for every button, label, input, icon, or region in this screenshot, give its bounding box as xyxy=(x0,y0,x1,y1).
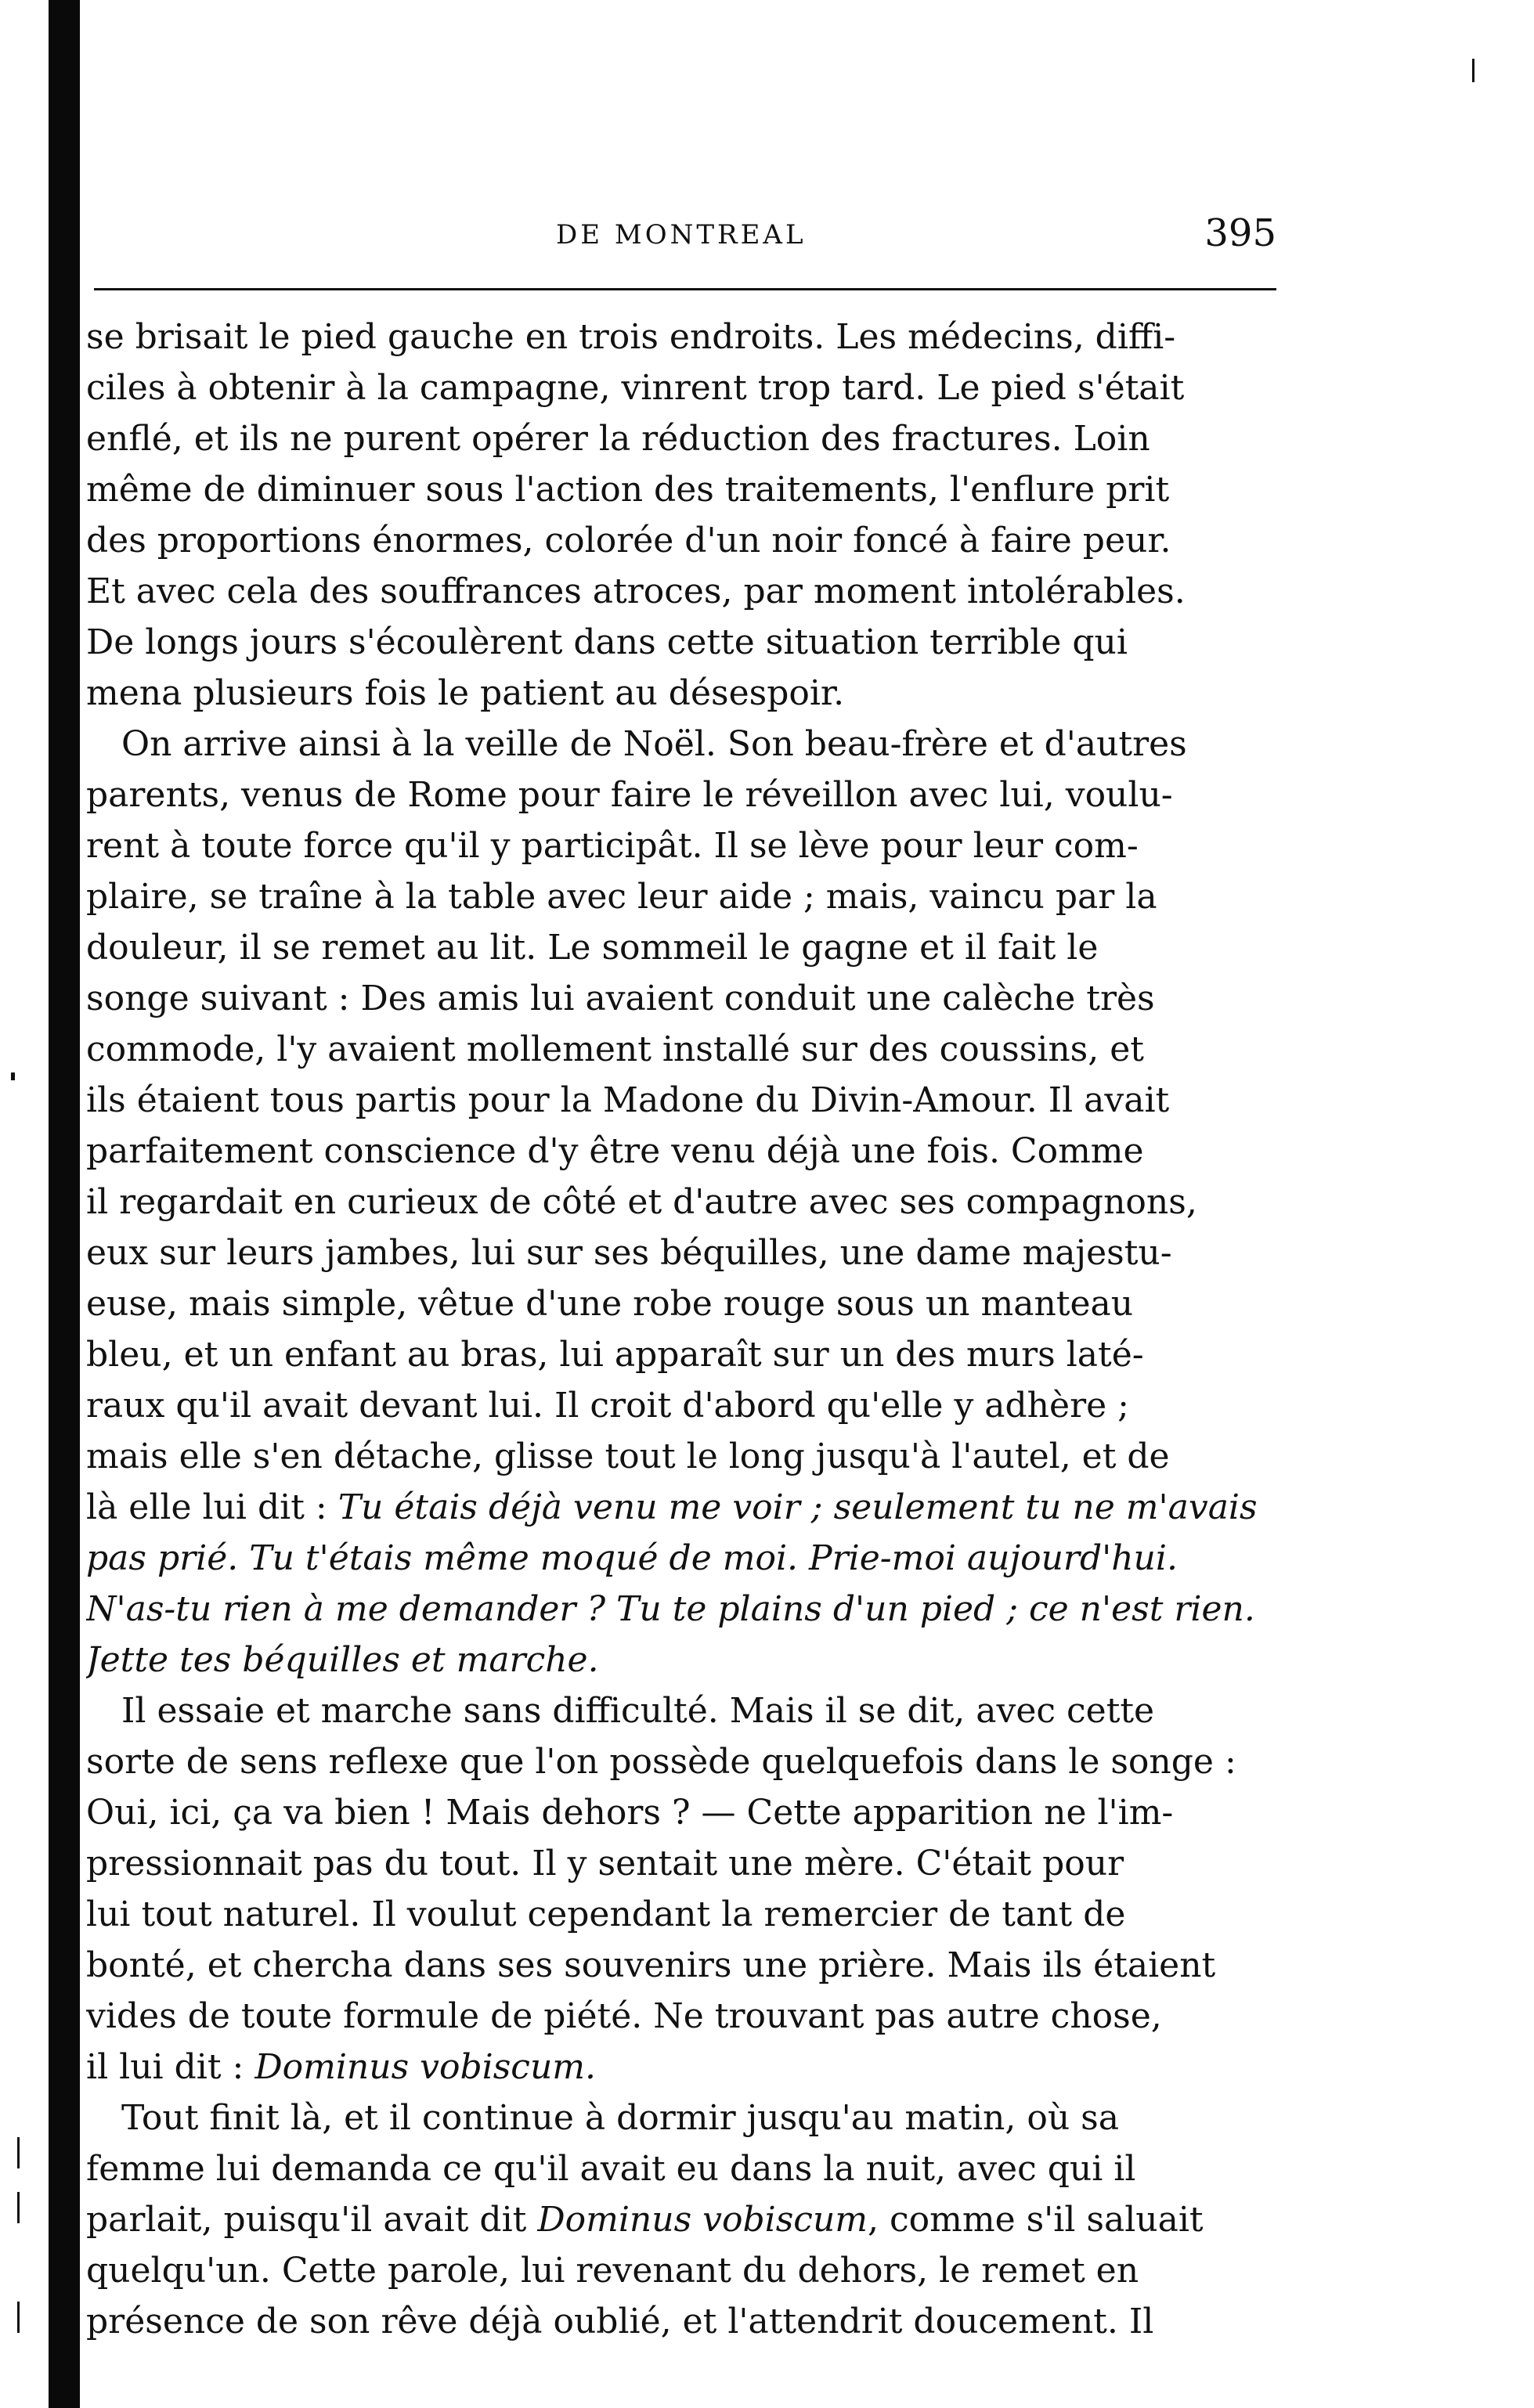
text-line xyxy=(86,1227,1284,1278)
text-line xyxy=(86,2042,1284,2093)
text-run: parents, venus de Rome pour faire le réveillon avec lui, voulu- xyxy=(86,775,1173,815)
paragraph xyxy=(86,719,1284,1685)
text-run: Tout finit là, et il continue à dormir jusqu'au matin, où sa xyxy=(121,2098,1119,2138)
text-line xyxy=(86,2093,1284,2143)
text-line xyxy=(86,312,1284,362)
text-run: des proportions énormes, colorée d'un noir foncé à faire peur. xyxy=(86,521,1171,561)
text-run: rent à toute force qu'il y participât. Il se lève pour leur com- xyxy=(86,826,1139,866)
text-line xyxy=(86,2194,1284,2245)
text-line xyxy=(86,922,1284,973)
text-run: On arrive ainsi à la veille de Noël. Son beau-frère et d'autres xyxy=(121,724,1187,764)
text-line xyxy=(86,973,1284,1024)
text-run: lui tout naturel. Il voulut cependant la remercier de tant de xyxy=(86,1894,1126,1934)
paragraph xyxy=(86,1685,1284,2093)
text-run: il regardait en curieux de côté et d'autre avec ses compagnons, xyxy=(86,1182,1197,1222)
text-line xyxy=(86,1787,1284,1838)
stray-mark xyxy=(17,2137,20,2168)
page-number: 395 xyxy=(1204,211,1276,255)
stray-mark xyxy=(17,2192,20,2223)
text-line xyxy=(86,1177,1284,1227)
text-run: euse, mais simple, vêtue d'une robe rouge sous un manteau xyxy=(86,1284,1134,1324)
text-line xyxy=(86,1736,1284,1787)
text-line xyxy=(86,1584,1284,1635)
italic-run: Dominus vobiscum xyxy=(537,2200,868,2240)
stray-mark xyxy=(1472,59,1474,82)
italic-run: Jette tes béquilles et marche. xyxy=(86,1640,599,1680)
text-run: ils étaient tous partis pour la Madone du Divin-Amour. Il avait xyxy=(86,1080,1170,1120)
text-run: Oui, ici, ça va bien ! Mais dehors ? — Cette apparition ne l'im- xyxy=(86,1793,1174,1833)
text-line xyxy=(86,1635,1284,1685)
paragraph xyxy=(86,312,1284,719)
text-run: De longs jours s'écoulèrent dans cette situation terrible qui xyxy=(86,622,1128,662)
text-run: là elle lui dit : xyxy=(86,1487,338,1527)
text-line xyxy=(86,2143,1284,2194)
italic-run: N'as-tu rien à me demander ? Tu te plains d'un pied ; ce n'est rien. xyxy=(86,1589,1255,1629)
text-line xyxy=(86,1329,1284,1380)
text-line xyxy=(86,413,1284,464)
text-run: enflé, et ils ne purent opérer la réduction des fractures. Loin xyxy=(86,419,1150,459)
text-run: raux qu'il avait devant lui. Il croit d'abord qu'elle y adhère ; xyxy=(86,1386,1129,1426)
body-text xyxy=(86,312,1284,2347)
text-run: Il essaie et marche sans difficulté. Mais il se dit, avec cette xyxy=(121,1691,1155,1731)
text-line xyxy=(86,719,1284,770)
text-run: quelqu'un. Cette parole, lui revenant du dehors, le remet en xyxy=(86,2251,1139,2291)
text-run: songe suivant : Des amis lui avaient conduit une calèche très xyxy=(86,979,1155,1018)
page-header xyxy=(94,211,1276,266)
text-run: bonté, et chercha dans ses souvenirs une prière. Mais ils étaient xyxy=(86,1945,1216,1985)
stray-mark xyxy=(11,1072,15,1080)
text-line xyxy=(86,617,1284,668)
header-rule xyxy=(94,288,1276,290)
text-line xyxy=(86,871,1284,922)
text-line xyxy=(86,2245,1284,2296)
italic-run: pas prié. Tu t'étais même moqué de moi. Prie-moi aujourd'hui. xyxy=(86,1538,1178,1578)
text-line xyxy=(86,2296,1284,2347)
running-head: DE MONTREAL xyxy=(556,219,807,251)
text-line xyxy=(86,770,1284,820)
text-line xyxy=(86,1940,1284,1991)
text-run: parfaitement conscience d'y être venu déjà une fois. Comme xyxy=(86,1131,1144,1171)
text-run: douleur, il se remet au lit. Le sommeil le gagne et il fait le xyxy=(86,928,1099,968)
italic-run: Tu étais déjà venu me voir ; seulement tu ne m'avais xyxy=(337,1487,1258,1527)
text-line xyxy=(86,1685,1284,1736)
italic-run: Dominus vobiscum. xyxy=(254,2047,596,2087)
text-line xyxy=(86,1075,1284,1126)
text-run: sorte de sens reflexe que l'on possède quelquefois dans le songe : xyxy=(86,1742,1236,1782)
text-line xyxy=(86,1380,1284,1431)
text-run: plaire, se traîne à la table avec leur aide ; mais, vaincu par la xyxy=(86,877,1157,917)
text-run: ciles à obtenir à la campagne, vinrent trop tard. Le pied s'était xyxy=(86,368,1185,408)
text-run: bleu, et un enfant au bras, lui apparaît sur un des murs laté- xyxy=(86,1335,1144,1375)
text-line xyxy=(86,1838,1284,1889)
stray-mark xyxy=(17,2302,20,2333)
text-run: eux sur leurs jambes, lui sur ses béquilles, une dame majestu- xyxy=(86,1233,1172,1273)
text-line xyxy=(86,566,1284,617)
text-run: parlait, puisqu'il avait dit xyxy=(86,2200,538,2240)
text-line xyxy=(86,820,1284,871)
text-run: pressionnait pas du tout. Il y sentait une mère. C'était pour xyxy=(86,1844,1124,1884)
text-line xyxy=(86,1533,1284,1584)
text-line xyxy=(86,1024,1284,1075)
text-run: , comme s'il saluait xyxy=(868,2200,1204,2240)
text-run: vides de toute formule de piété. Ne trouvant pas autre chose, xyxy=(86,1996,1162,2036)
text-run: commode, l'y avaient mollement installé sur des coussins, et xyxy=(86,1029,1144,1069)
text-line xyxy=(86,1991,1284,2042)
text-run: mena plusieurs fois le patient au désespoir. xyxy=(86,673,845,713)
text-line xyxy=(86,668,1284,719)
text-run: Et avec cela des souffrances atroces, par moment intolérables. xyxy=(86,571,1186,611)
binding-edge xyxy=(49,0,80,2408)
text-line xyxy=(86,464,1284,515)
paragraph xyxy=(86,2093,1284,2347)
text-line xyxy=(86,1278,1284,1329)
text-line xyxy=(86,362,1284,413)
text-line xyxy=(86,1126,1284,1177)
text-run: mais elle s'en détache, glisse tout le long jusqu'à l'autel, et de xyxy=(86,1437,1170,1476)
text-run: se brisait le pied gauche en trois endroits. Les médecins, diffi- xyxy=(86,317,1176,357)
text-line xyxy=(86,515,1284,566)
text-run: présence de son rêve déjà oublié, et l'attendrit doucement. Il xyxy=(86,2302,1154,2341)
text-line xyxy=(86,1482,1284,1533)
text-run: même de diminuer sous l'action des traitements, l'enflure prit xyxy=(86,470,1170,510)
text-run: il lui dit : xyxy=(86,2047,255,2087)
text-run: femme lui demanda ce qu'il avait eu dans la nuit, avec qui il xyxy=(86,2149,1136,2189)
text-line xyxy=(86,1889,1284,1940)
text-line xyxy=(86,1431,1284,1482)
